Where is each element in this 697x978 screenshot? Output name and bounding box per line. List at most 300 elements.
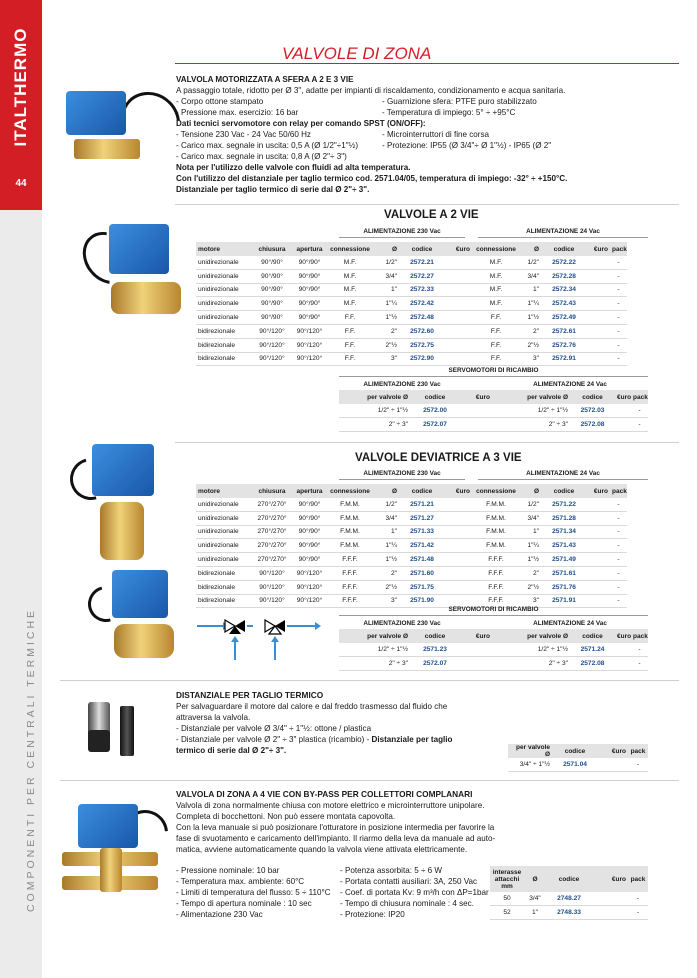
cell: -: [610, 539, 627, 553]
cell: 1"½: [372, 311, 399, 325]
cell-code: 2571.43: [541, 539, 587, 553]
col-header: motore: [196, 242, 253, 256]
cell: 90°/90°: [291, 525, 328, 539]
cell: 90°/90°: [253, 256, 291, 269]
cell-code: 2571.91: [541, 594, 587, 608]
cell: 2"½: [520, 338, 541, 352]
cell: 90°/90°: [253, 297, 291, 311]
col-header: codice: [552, 744, 598, 758]
two-way-valve-photo: [85, 220, 185, 320]
cell: [445, 580, 472, 594]
cell: [587, 311, 610, 325]
cell: [587, 511, 610, 525]
intro-spec: - Tensione 230 Vac - 24 Vac 50/60 Hz: [176, 130, 311, 139]
table-row: [196, 498, 648, 511]
cell: M.F.: [328, 269, 372, 283]
zona4-spec: - Protezione: IP20: [340, 910, 405, 919]
cell: F.M.M.: [472, 511, 520, 525]
cell-code: 2571.90: [399, 594, 445, 608]
cell: [445, 338, 472, 352]
intro-spec: - Pressione max. esercizio: 16 bar: [176, 108, 299, 117]
table-row: [196, 324, 648, 338]
zona4-spec: - Alimentazione 230 Vac: [176, 910, 263, 919]
cell: F.M.M.: [328, 539, 372, 553]
intro-spec: - Corpo ottone stampato: [176, 97, 264, 106]
cell: 3/4": [520, 269, 541, 283]
cell-code: 2572.28: [541, 269, 587, 283]
cell: [445, 498, 472, 511]
intro-spec: - Carico max. segnale in uscita: 0,5 A (Ø 1/2"÷1"½): [176, 141, 359, 150]
col-header: chiusura: [253, 484, 291, 498]
zona4-spec: - Portata contatti ausiliari: 3A, 250 Vac: [340, 877, 478, 886]
cell-code: 2572.34: [541, 283, 587, 297]
table-row: [490, 905, 648, 919]
cell: 2": [372, 324, 399, 338]
distanziale-text: - Distanziale per valvole Ø 3/4" ÷ 1"½: ottone / plastica: [176, 724, 372, 733]
col-header: Ø: [520, 242, 541, 256]
spare-title: SERVOMOTORI DI RICAMBIO: [448, 606, 539, 613]
cell: 2" ÷ 3": [339, 417, 410, 431]
cell: [587, 352, 610, 366]
cell: M.F.: [328, 283, 372, 297]
cell: F.F.F.: [328, 594, 372, 608]
col-header: chiusura: [253, 242, 291, 256]
table-row: [196, 311, 648, 325]
col-header: per valvole Ø: [339, 390, 410, 404]
group-header-24: ALIMENTAZIONE 24 Vac: [526, 470, 600, 477]
cell: -: [628, 758, 648, 771]
intro-heading: VALVOLA MOTORIZZATA A SFERA A 2 E 3 VIE: [176, 75, 354, 84]
cell: 3/4": [372, 511, 399, 525]
group-underline: [478, 479, 648, 480]
cell: -: [610, 352, 627, 366]
col-header: Ø: [520, 484, 541, 498]
group-header-24: ALIMENTAZIONE 24 Vac: [533, 620, 607, 627]
intro-tech-heading: Dati tecnici servomotore con relay per comando SPST (ON/OFF):: [176, 119, 426, 128]
cell: 1": [372, 525, 399, 539]
cell: F.M.M.: [472, 525, 520, 539]
cell: 90°/90°: [253, 283, 291, 297]
cell: -: [610, 525, 627, 539]
distanziale-text-part: - Distanziale per valvole Ø 2" ÷ 3" plastica (ricambio) -: [176, 735, 372, 744]
cell: -: [610, 580, 627, 594]
cell: [445, 566, 472, 580]
cell: F.F.: [328, 338, 372, 352]
cell: 1"¼: [372, 539, 399, 553]
cell: 3": [372, 352, 399, 366]
cell-code: 2572.27: [399, 269, 445, 283]
cell: F.F.: [472, 324, 520, 338]
cell: [445, 511, 472, 525]
col-header: Ø: [524, 866, 546, 892]
four-way-valve-photo: [62, 800, 167, 900]
group-header-230: ALIMENTAZIONE 230 Vac: [363, 470, 441, 477]
cell-code: 2571.61: [541, 566, 587, 580]
cell: 90°/120°: [291, 580, 328, 594]
cell-code: 2571.34: [541, 525, 587, 539]
cell: 90°/90°: [253, 269, 291, 283]
cell: 90°/120°: [253, 594, 291, 608]
cell: [592, 892, 628, 905]
spare-title: SERVOMOTORI DI RICAMBIO: [448, 367, 539, 374]
cell: 90°/90°: [291, 553, 328, 567]
cell-code: 2571.42: [399, 539, 445, 553]
cell: -: [631, 643, 648, 656]
cell: -: [610, 338, 627, 352]
col-header: pack: [631, 629, 648, 643]
cell: 1/2": [372, 256, 399, 269]
cell: unidirezionale: [196, 498, 253, 511]
group-underline: [339, 237, 465, 238]
cell-code: 2572.61: [541, 324, 587, 338]
cell: 270°/270°: [253, 553, 291, 567]
cell: M.F.: [328, 297, 372, 311]
zona4-spec: - Temperatura max. ambiente: 60°C: [176, 877, 305, 886]
col-header: interasse attacchi mm: [490, 866, 524, 892]
cell: [445, 324, 472, 338]
cell: unidirezionale: [196, 311, 253, 325]
group-header-24: ALIMENTAZIONE 24 Vac: [526, 228, 600, 235]
col-header: Ø: [372, 484, 399, 498]
cell-code: 2571.21: [399, 498, 445, 511]
table-row: [339, 643, 648, 656]
section-title-2vie: VALVOLE A 2 VIE: [384, 209, 479, 221]
cell: unidirezionale: [196, 256, 253, 269]
cell: 3/4": [372, 269, 399, 283]
cell: 1"½: [520, 311, 541, 325]
cell: 3/4": [524, 892, 546, 905]
cell: 90°/120°: [291, 338, 328, 352]
section-divider: [60, 680, 679, 681]
cell: 1/2" ÷ 1"½: [492, 643, 570, 656]
cell-code: 2571.23: [410, 643, 460, 656]
cell: 90°/90°: [253, 311, 291, 325]
cell: [587, 256, 610, 269]
cell-code: 2572.42: [399, 297, 445, 311]
table-row: [196, 539, 648, 553]
cell-code: 2571.27: [399, 511, 445, 525]
cell: 90°/120°: [253, 352, 291, 366]
cell: 1/2": [372, 498, 399, 511]
cell: [615, 643, 631, 656]
zona4-spec: - Tempo di apertura nominale : 10 sec: [176, 899, 312, 908]
cell: bidirezionale: [196, 566, 253, 580]
page-title: VALVOLE DI ZONA: [282, 44, 432, 63]
cell: 3": [520, 352, 541, 366]
table-zona4: [490, 866, 648, 920]
cell: bidirezionale: [196, 352, 253, 366]
intro-spec: - Carico max. segnale in uscita: 0,8 A (Ø 2"÷ 3"): [176, 152, 347, 161]
cell: 1"¼: [520, 539, 541, 553]
section-divider: [60, 780, 679, 781]
col-header: connessione: [328, 242, 372, 256]
col-header: codice: [541, 242, 587, 256]
cell: [460, 417, 492, 431]
cell: F.M.M.: [472, 498, 520, 511]
cell: 2"½: [520, 580, 541, 594]
cell: F.F.F.: [472, 553, 520, 567]
cell: -: [610, 269, 627, 283]
col-header: motore: [196, 484, 253, 498]
cell: 90°/90°: [291, 256, 328, 269]
cell: unidirezionale: [196, 553, 253, 567]
cell-code: 2748.33: [546, 905, 592, 919]
cell-code: 2571.33: [399, 525, 445, 539]
table-row: [196, 553, 648, 567]
col-header: €uro: [460, 629, 492, 643]
cell: 1"¼: [372, 297, 399, 311]
col-header: connessione: [472, 484, 520, 498]
table-row: [508, 758, 648, 771]
cell: [587, 324, 610, 338]
col-header: codice: [399, 484, 445, 498]
zona4-spec: - Coef. di portata Kv: 9 m³/h con ΔP=1bar: [340, 888, 489, 897]
table-row: [339, 417, 648, 431]
three-way-valve-photo: [70, 444, 165, 564]
col-header: codice: [570, 390, 615, 404]
zona4-text: fase di svuotamento e caricamento dell'impianto. Il riarmo della leva da manuale ad auto-: [176, 834, 496, 843]
cell-code: 2572.48: [399, 311, 445, 325]
group-header-230: ALIMENTAZIONE 230 Vac: [363, 381, 441, 388]
col-header: codice: [546, 866, 592, 892]
col-header: codice: [410, 629, 460, 643]
col-header: codice: [570, 629, 615, 643]
table-2vie: [196, 242, 648, 366]
col-header: pack: [628, 744, 648, 758]
cell: F.F.F.: [472, 594, 520, 608]
table-row: [196, 283, 648, 297]
cell-code: 2571.28: [541, 511, 587, 525]
cell: M.F.: [472, 256, 520, 269]
table-row: [196, 525, 648, 539]
col-header: €uro: [598, 744, 628, 758]
cell-code: 2572.43: [541, 297, 587, 311]
cell: 90°/90°: [291, 269, 328, 283]
intro-spec: - Microinterruttori di fine corsa: [382, 130, 490, 139]
cell-code: 2572.60: [399, 324, 445, 338]
cell: M.F.: [328, 256, 372, 269]
cell: F.F.F.: [328, 553, 372, 567]
cell: 1": [520, 283, 541, 297]
side-category: COMPONENTI PER CENTRALI TERMICHE: [25, 607, 37, 913]
table-row: [196, 338, 648, 352]
section-title-3vie: VALVOLE DEVIATRICE A 3 VIE: [355, 452, 522, 464]
cell: [587, 283, 610, 297]
cell-code: 2572.08: [570, 656, 615, 670]
cell: F.F.: [328, 311, 372, 325]
group-underline: [339, 615, 648, 616]
table-3vie-spare: [339, 629, 648, 671]
col-header: codice: [410, 390, 460, 404]
col-header: €uro: [587, 242, 610, 256]
col-header: €uro: [615, 629, 631, 643]
zona4-text: matica, avviene automaticamente quando la valvola viene attivata elettricamente.: [176, 845, 468, 854]
cell: -: [631, 417, 648, 431]
spacer-photo: [86, 700, 156, 760]
cell-code: 2572.00: [410, 404, 460, 417]
cell: 1": [520, 525, 541, 539]
cell: unidirezionale: [196, 269, 253, 283]
distanziale-text: Per salvaguardare il motore dal calore e dal freddo trasmesso dal fluido che: [176, 702, 448, 711]
col-header: €uro: [587, 484, 610, 498]
cell: 2" ÷ 3": [339, 656, 410, 670]
intro-spec: - Temperatura di impiego: 5° ÷ +95°C: [382, 108, 516, 117]
cell: [460, 643, 492, 656]
distanziale-text: termico di serie dal Ø 2"÷ 3".: [176, 746, 287, 755]
group-underline: [478, 237, 648, 238]
cell: 1"½: [372, 553, 399, 567]
cell-code: 2572.03: [570, 404, 615, 417]
col-header: codice: [399, 242, 445, 256]
cell: -: [628, 892, 648, 905]
cell: [445, 269, 472, 283]
col-header: pack: [610, 242, 627, 256]
table-3vie: [196, 484, 648, 608]
cell-code: 2748.27: [546, 892, 592, 905]
cell: 2"½: [372, 580, 399, 594]
cell: [587, 539, 610, 553]
cell: [460, 404, 492, 417]
cell: -: [610, 283, 627, 297]
cell: 2": [520, 324, 541, 338]
cell: 90°/90°: [291, 511, 328, 525]
cell: -: [610, 311, 627, 325]
cell-code: 2572.76: [541, 338, 587, 352]
col-header: per valvole Ø: [339, 629, 410, 643]
cell: 1": [372, 283, 399, 297]
intro-spec: - Guarnizione sfera: PTFE puro stabilizzato: [382, 97, 537, 106]
cell: -: [610, 297, 627, 311]
cell: 2": [520, 566, 541, 580]
cell-code: 2572.07: [410, 656, 460, 670]
cell: -: [610, 511, 627, 525]
cell-code: 2572.90: [399, 352, 445, 366]
cell: 270°/270°: [253, 511, 291, 525]
cell: 52: [490, 905, 524, 919]
cell: [445, 311, 472, 325]
cell: 90°/120°: [291, 566, 328, 580]
cell: 90°/90°: [291, 297, 328, 311]
cell: -: [631, 404, 648, 417]
cell: [445, 283, 472, 297]
distanziale-text-bold: Distanziale per taglio: [371, 735, 453, 744]
cell: 90°/120°: [253, 566, 291, 580]
cell-code: 2572.21: [399, 256, 445, 269]
intro-note: Nota per l'utilizzo delle valvole con fluidi ad alta temperatura.: [176, 163, 411, 172]
cell: 2"½: [372, 338, 399, 352]
cell: bidirezionale: [196, 594, 253, 608]
motorized-valve-photo: [58, 85, 170, 180]
group-underline: [339, 376, 648, 377]
cell: F.F.F.: [472, 580, 520, 594]
zona4-spec: - Potenza assorbita: 5 ÷ 6 W: [340, 866, 443, 875]
col-header: pack: [610, 484, 627, 498]
cell: 90°/90°: [291, 311, 328, 325]
three-way-valve-photo: [88, 570, 178, 660]
cell: 1/2" ÷ 1"½: [339, 404, 410, 417]
col-header: pack: [628, 866, 648, 892]
cell: bidirezionale: [196, 580, 253, 594]
cell: -: [628, 905, 648, 919]
cell: F.F.F.: [328, 580, 372, 594]
distanziale-text: [176, 735, 452, 745]
cell: -: [610, 594, 627, 608]
cell: F.F.: [472, 311, 520, 325]
cell-code: 2571.76: [541, 580, 587, 594]
cell: [592, 905, 628, 919]
cell: 90°/120°: [253, 324, 291, 338]
cell-code: 2572.07: [410, 417, 460, 431]
cell: [587, 338, 610, 352]
cell: unidirezionale: [196, 297, 253, 311]
intro-note: Con l'utilizzo del distanziale per taglio termico cod. 2571.04/05, temperatura di impiego: -32° ÷ +150°C.: [176, 174, 568, 183]
cell: [587, 580, 610, 594]
cell: 3": [372, 594, 399, 608]
cell: [587, 553, 610, 567]
table-row: [196, 269, 648, 283]
intro-note: Distanziale per taglio termico di serie dal Ø 2"÷ 3".: [176, 185, 370, 194]
cell: F.F.F.: [472, 566, 520, 580]
table-distanziale: [508, 744, 648, 772]
cell: 270°/270°: [253, 539, 291, 553]
cell: M.F.: [472, 297, 520, 311]
cell: 1"¼: [520, 297, 541, 311]
zona4-text: Con la leva manuale si può posizionare l'otturatore in posizione intermedia per favorire la: [176, 823, 495, 832]
cell-code: 2572.22: [541, 256, 587, 269]
cell: 1": [524, 905, 546, 919]
cell: 90°/120°: [253, 580, 291, 594]
cell: -: [610, 324, 627, 338]
brand-logo: ITALTHERMO: [11, 27, 30, 147]
cell: [587, 498, 610, 511]
cell: 90°/90°: [291, 283, 328, 297]
table-row: [196, 297, 648, 311]
cell-code: 2571.60: [399, 566, 445, 580]
col-header: apertura: [291, 242, 328, 256]
cell: F.F.: [472, 352, 520, 366]
cell: -: [631, 656, 648, 670]
col-header: €uro: [445, 242, 472, 256]
distanziale-text: attraversa la valvola.: [176, 713, 251, 722]
cell: 2": [372, 566, 399, 580]
table-2vie-spare: [339, 390, 648, 432]
cell-code: 2571.24: [570, 643, 615, 656]
table-row: [196, 566, 648, 580]
intro-spec: - Protezione: IP55 (Ø 3/4"÷ Ø 1"½) - IP65 (Ø 2": [382, 141, 552, 150]
col-header: codice: [541, 484, 587, 498]
cell: bidirezionale: [196, 324, 253, 338]
cell: 3/4" ÷ 1"½: [508, 758, 552, 771]
cell-code: 2572.91: [541, 352, 587, 366]
col-header: per valvole Ø: [508, 744, 552, 758]
col-header: connessione: [328, 484, 372, 498]
cell-code: 2571.04: [552, 758, 598, 771]
cell: 3": [520, 594, 541, 608]
col-header: €uro: [592, 866, 628, 892]
col-header: €uro: [615, 390, 631, 404]
cell: -: [610, 498, 627, 511]
cell-code: 2572.49: [541, 311, 587, 325]
cell: [598, 758, 628, 771]
table-row: [196, 580, 648, 594]
zona4-spec: - Tempo di chiusura nominale : 4 sec.: [340, 899, 474, 908]
cell: unidirezionale: [196, 511, 253, 525]
zona4-spec: - Pressione nominale: 10 bar: [176, 866, 280, 875]
section-divider: [175, 442, 679, 443]
cell: 90°/120°: [291, 594, 328, 608]
cell: 50: [490, 892, 524, 905]
cell: [445, 297, 472, 311]
